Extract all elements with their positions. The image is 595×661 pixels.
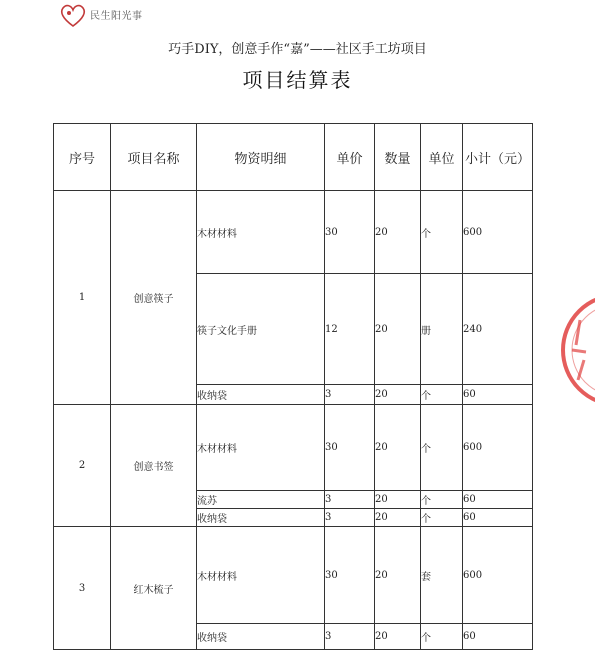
unit-price: 3 (325, 491, 375, 509)
logo-text: 民生阳光事 (90, 11, 143, 22)
project-name: 创意书签 (111, 405, 197, 527)
logo (58, 2, 168, 30)
subtotal: 600 (463, 527, 533, 624)
row-number: 1 (54, 191, 111, 405)
unit-price: 30 (325, 527, 375, 624)
table-row (54, 405, 533, 491)
unit: 个 (421, 385, 463, 405)
material-detail: 收纳袋 (197, 624, 325, 650)
document-title: 项目结算表 (242, 68, 353, 92)
unit-price: 30 (325, 405, 375, 491)
unit-price: 3 (325, 385, 375, 405)
column-header-project-name: 项目名称 (111, 124, 197, 191)
quantity: 20 (375, 624, 421, 650)
red-seal-stamp (558, 290, 595, 410)
quantity: 20 (375, 405, 421, 491)
project-name: 创意筷子 (111, 191, 197, 405)
material-detail: 木材材料 (197, 527, 325, 624)
settlement-table (53, 123, 533, 650)
unit: 个 (421, 191, 463, 274)
material-detail: 筷子文化手册 (197, 274, 325, 385)
column-header-subtotal: 小计（元） (463, 124, 533, 191)
material-detail: 木材材料 (197, 405, 325, 491)
unit: 套 (421, 527, 463, 624)
table-row (54, 527, 533, 624)
project-name: 红木梳子 (111, 527, 197, 650)
unit: 个 (421, 405, 463, 491)
subtotal: 600 (463, 405, 533, 491)
document-subtitle: 巧手DIY，创意手作“嘉”——社区手工坊项目 (168, 42, 427, 57)
row-number: 2 (54, 405, 111, 527)
quantity: 20 (375, 527, 421, 624)
quantity: 20 (375, 191, 421, 274)
unit-price: 12 (325, 274, 375, 385)
column-header-no: 序号 (54, 124, 111, 191)
table-row (54, 191, 533, 274)
heart-logo-icon (58, 2, 88, 28)
unit-price: 3 (325, 624, 375, 650)
subtotal: 60 (463, 491, 533, 509)
subtotal: 240 (463, 274, 533, 385)
material-detail: 流苏 (197, 491, 325, 509)
column-header-unit-price: 单价 (325, 124, 375, 191)
subtotal: 60 (463, 509, 533, 527)
unit: 个 (421, 491, 463, 509)
subtotal: 60 (463, 385, 533, 405)
subtotal: 600 (463, 191, 533, 274)
quantity: 20 (375, 491, 421, 509)
row-number: 3 (54, 527, 111, 650)
material-detail: 木材材料 (197, 191, 325, 274)
material-detail: 收纳袋 (197, 385, 325, 405)
column-header-quantity: 数量 (375, 124, 421, 191)
unit: 个 (421, 509, 463, 527)
quantity: 20 (375, 385, 421, 405)
unit-price: 30 (325, 191, 375, 274)
table-header-row (54, 124, 533, 191)
unit: 册 (421, 274, 463, 385)
quantity: 20 (375, 274, 421, 385)
quantity: 20 (375, 509, 421, 527)
material-detail: 收纳袋 (197, 509, 325, 527)
column-header-material-detail: 物资明细 (197, 124, 325, 191)
column-header-unit: 单位 (421, 124, 463, 191)
subtotal: 60 (463, 624, 533, 650)
unit: 个 (421, 624, 463, 650)
unit-price: 3 (325, 509, 375, 527)
